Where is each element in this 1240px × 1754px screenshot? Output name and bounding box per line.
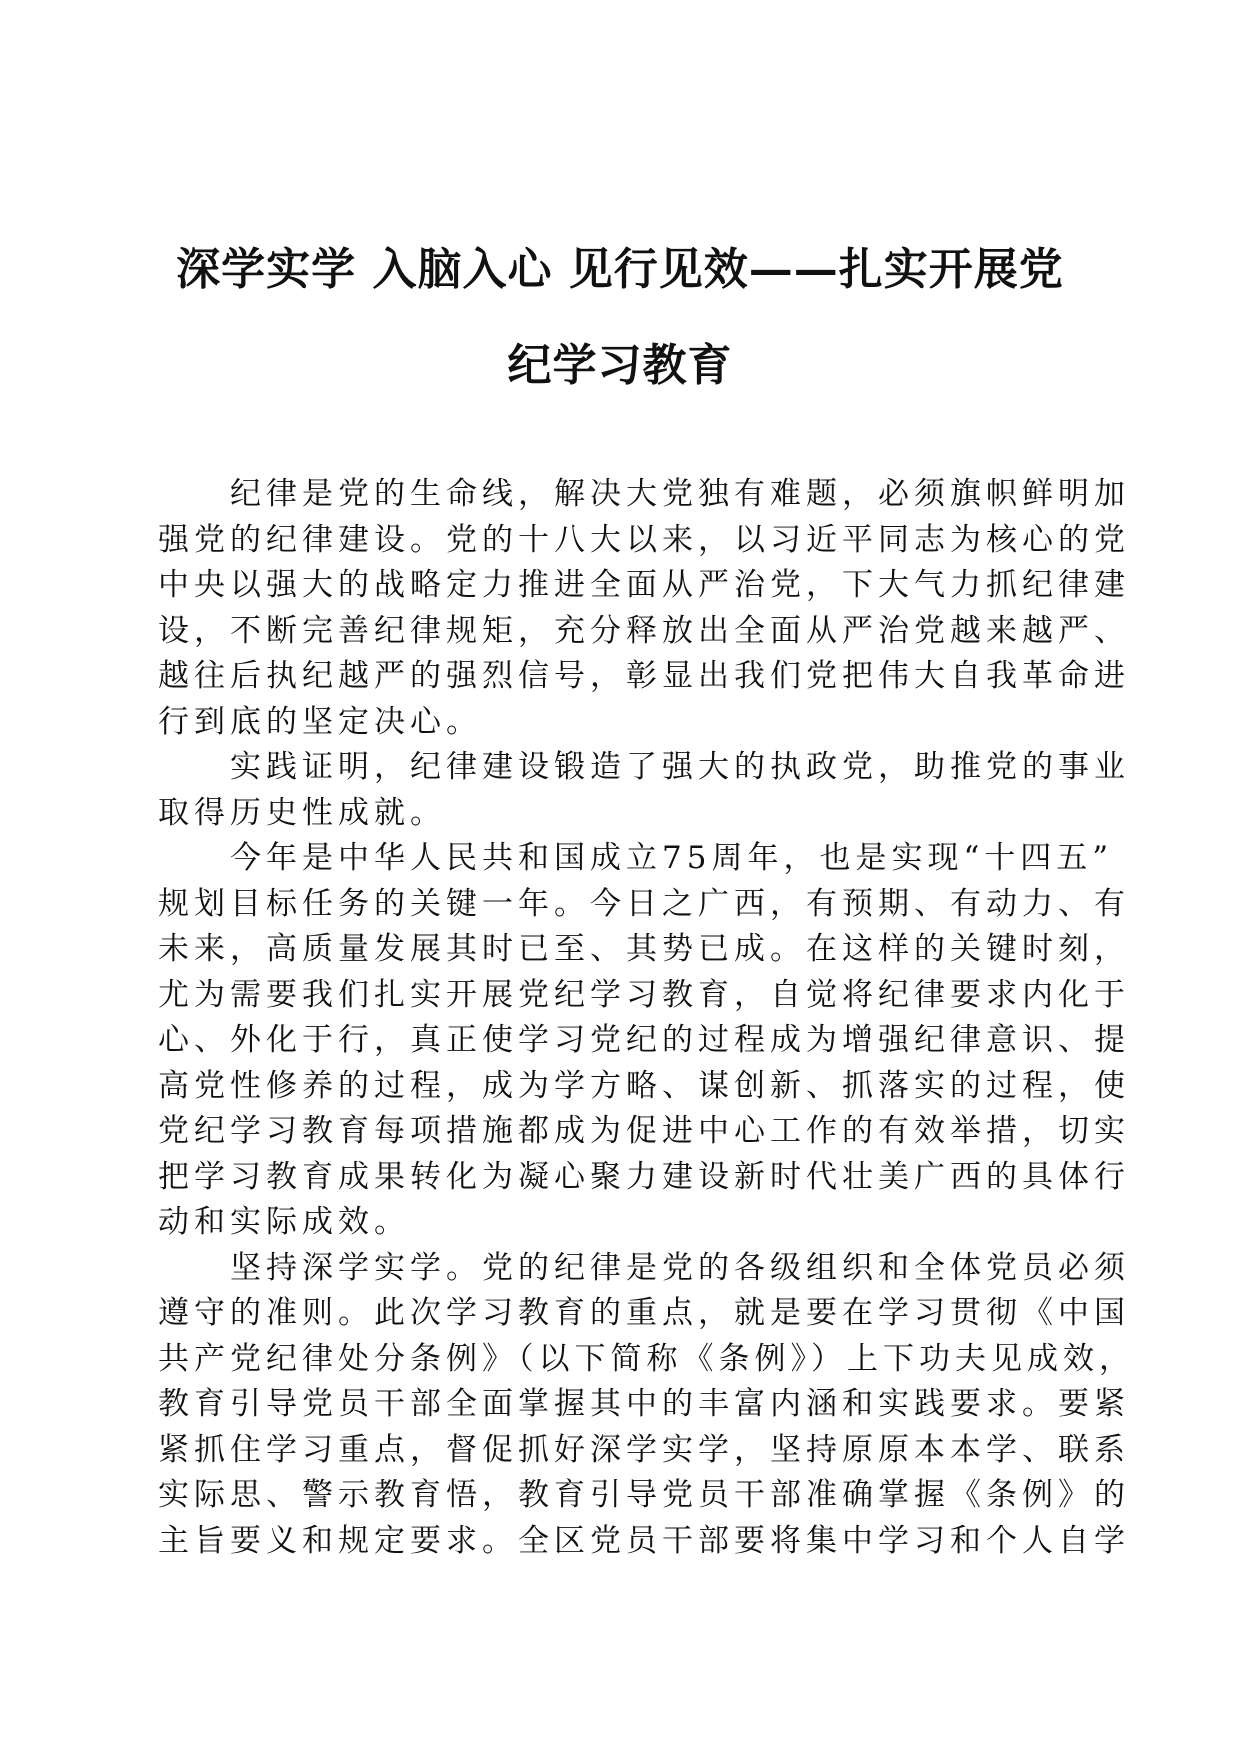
paragraph: [158, 836, 1130, 1246]
paragraph-line: 今年是中华人民共和国成立75周年，也是实现“十四五”: [230, 840, 1114, 876]
paragraph-line: 行到底的坚定决心。: [158, 703, 482, 740]
paragraph-line: 强党的纪律建设。党的十八大以来，以习近平同志为核心的党: [158, 521, 1130, 558]
paragraph-line: 取得历史性成就。: [158, 794, 446, 831]
paragraph-line: 未来，高质量发展其时已至、其势已成。在这样的关键时刻，: [158, 931, 1130, 967]
document-title: [150, 222, 1090, 414]
paragraph-line: 主旨要义和规定要求。全区党员干部要将集中学习和个人自学: [158, 1522, 1130, 1559]
paragraph-line: 尤为需要我们扎实开展党纪学习教育，自觉将纪律要求内化于: [158, 976, 1130, 1013]
paragraph-line: 实践证明，纪律建设锻造了强大的执政党，助推党的事业: [230, 749, 1130, 785]
paragraph-line: 遵守的准则。此次学习教育的重点，就是要在学习贯彻《中国: [158, 1295, 1130, 1331]
paragraph-line: 规划目标任务的关键一年。今日之广西，有预期、有动力、有: [158, 885, 1130, 922]
paragraph-line: 设，不断完善纪律规矩，充分释放出全面从严治党越来越严、: [158, 612, 1130, 649]
paragraph-line: 紧抓住学习重点，督促抓好深学实学，坚持原原本本学、联系: [158, 1431, 1130, 1468]
paragraph-line: 心、外化于行，真正使学习党纪的过程成为增强纪律意识、提: [158, 1022, 1130, 1058]
paragraph-line: 教育引导党员干部全面掌握其中的丰富内涵和实践要求。要紧: [158, 1386, 1130, 1422]
title-line: 纪学习教育: [507, 340, 733, 391]
paragraph-line: 把学习教育成果转化为凝心聚力建设新时代壮美广西的具体行: [158, 1158, 1130, 1195]
paragraph-line: 实际思、警示教育悟，教育引导党员干部准确掌握《条例》的: [158, 1477, 1130, 1513]
paragraph-line: 党纪学习教育每项措施都成为促进中心工作的有效举措，切实: [158, 1113, 1130, 1149]
paragraph-line: 纪律是党的生命线，解决大党独有难题，必须旗帜鲜明加: [230, 476, 1130, 512]
paragraph-line: 中央以强大的战略定力推进全面从严治党，下大气力抓纪律建: [158, 567, 1130, 603]
title-line: 深学实学 入脑入心 见行见效——扎实开展党: [176, 244, 1064, 295]
paragraph-line: 动和实际成效。: [158, 1204, 410, 1240]
document-body: [158, 472, 1135, 1564]
paragraph-line: 高党性修养的过程，成为学方略、谋创新、抓落实的过程，使: [158, 1067, 1130, 1104]
paragraph: [158, 745, 1130, 836]
paragraph-line: 越往后执纪越严的强烈信号，彰显出我们党把伟大自我革命进: [158, 658, 1130, 694]
paragraph: [158, 472, 1130, 745]
paragraph-line: 共产党纪律处分条例》（以下简称《条例》）上下功夫见成效，: [158, 1340, 1135, 1377]
paragraph-line: 坚持深学实学。党的纪律是党的各级组织和全体党员必须: [230, 1249, 1130, 1286]
paragraph: [158, 1246, 1135, 1565]
